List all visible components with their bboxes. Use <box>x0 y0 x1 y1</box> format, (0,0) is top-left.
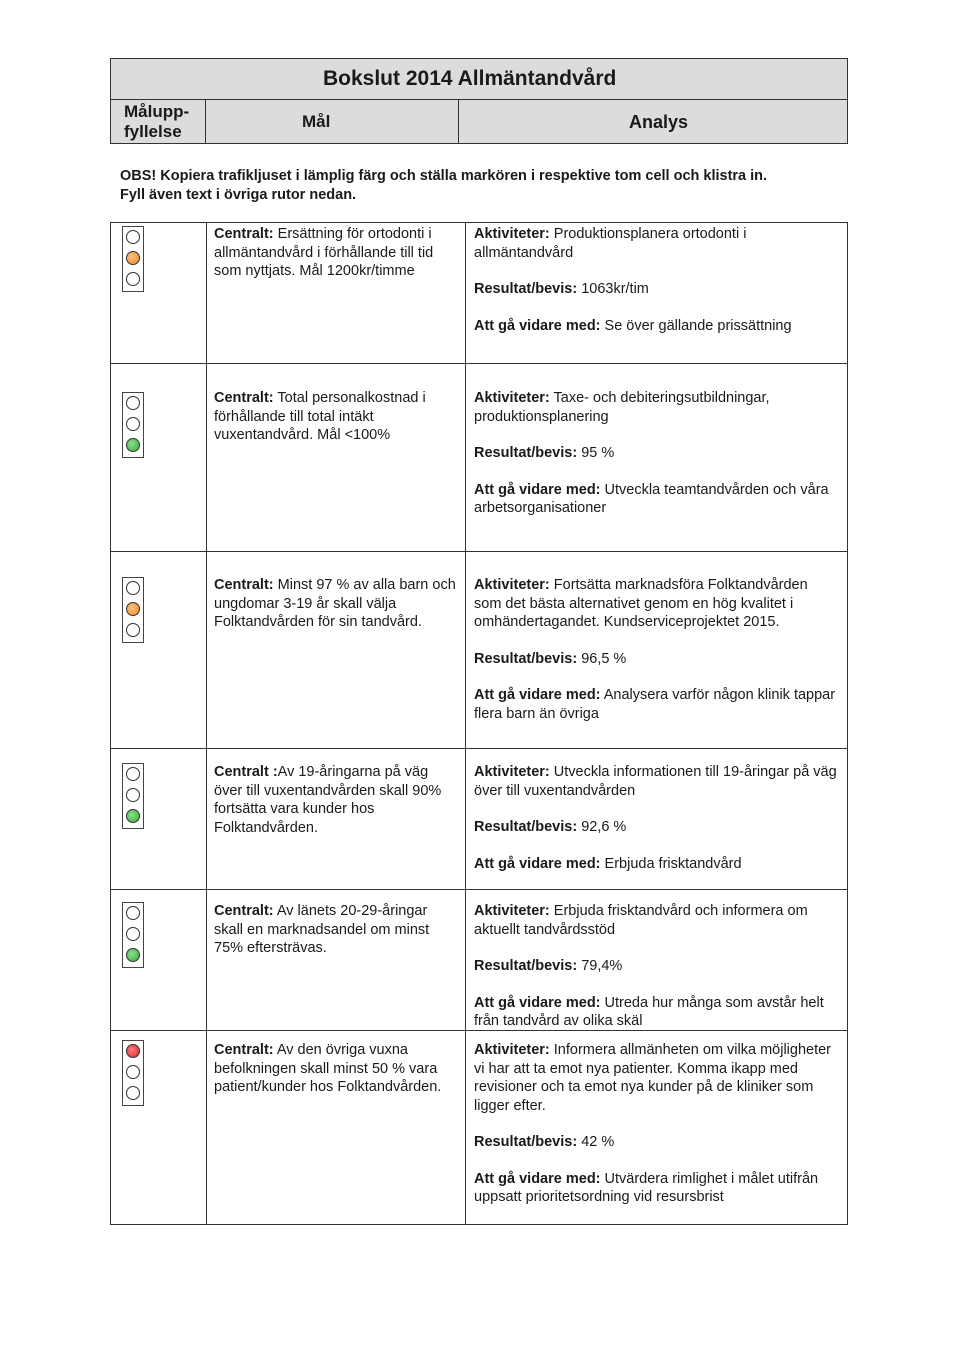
vidare-label: Att gå vidare med: <box>474 481 601 498</box>
aktiviteter-label: Aktiviteter: <box>474 1042 550 1058</box>
analysis-cell <box>474 389 838 518</box>
row-divider <box>111 748 847 749</box>
goal-label: Centralt: <box>214 1042 274 1058</box>
aktiviteter-label: Aktiviteter: <box>474 903 550 919</box>
vidare-value: Analysera varför någon klinik tappar flera barn än övriga <box>474 687 836 722</box>
traffic-light-icon[interactable] <box>122 226 144 292</box>
goal-value: Ersättning för ortodonti i allmäntandvård i förhållande till tid som nyttjats. Mål 1200kr/timme <box>214 226 434 279</box>
column-divider <box>206 223 207 1224</box>
analysis-cell <box>474 763 838 873</box>
light-middle <box>126 788 140 802</box>
goal-label: Centralt : <box>214 764 278 780</box>
light-top <box>126 767 140 781</box>
light-top-red <box>126 1044 140 1058</box>
vidare-label: Att gå vidare med: <box>474 1170 601 1187</box>
instruction-notice <box>120 167 840 205</box>
goal-value: Av den övriga vuxna befolkningen skall minst 50 % vara patient/kunder hos Folktandvården. <box>214 1042 442 1095</box>
light-bottom <box>126 272 140 286</box>
resultat-value: 79,4% <box>581 958 623 974</box>
goal-label: Centralt: <box>214 226 274 242</box>
aktiviteter-label: Aktiviteter: <box>474 764 550 780</box>
traffic-light-icon[interactable] <box>122 763 144 829</box>
vidare-value: Se över gällande prissättning <box>604 317 792 334</box>
header-col-mal <box>206 100 459 143</box>
goal-label: Centralt: <box>214 903 274 919</box>
goal-label: Centralt: <box>214 577 274 593</box>
resultat-label: Resultat/bevis: <box>474 1134 578 1150</box>
row-divider <box>111 363 847 364</box>
header-maluppfyllelse-line1: Målupp- <box>124 102 190 121</box>
vidare-value: Utvärdera rimlighet i målet utifrån uppsatt prioritetsordning vid resursbrist <box>474 1170 819 1205</box>
aktiviteter-value: Taxe- och debiteringsutbildningar, produktionsplanering <box>474 390 770 425</box>
goal-label: Centralt: <box>214 390 274 406</box>
vidare-value: Utveckla teamtandvården och våra arbetsorganisationer <box>474 481 829 516</box>
light-bottom-green <box>126 438 140 452</box>
goal-text <box>214 576 459 632</box>
vidare-label: Att gå vidare med: <box>474 317 601 334</box>
goal-text <box>214 902 459 958</box>
header-col-maluppfyllelse <box>111 100 206 143</box>
resultat-value: 95 % <box>581 445 615 461</box>
resultat-value: 1063kr/tim <box>581 281 649 297</box>
analysis-cell <box>474 225 838 335</box>
header-analys-label: Analys <box>629 112 689 132</box>
goal-value: Total personalkostnad i förhållande till total intäkt vuxentandvård. Mål <100% <box>214 390 426 443</box>
goal-value: Minst 97 % av alla barn och ungdomar 3-19 år skall välja Folktandvården för sin tandvård. <box>214 577 456 630</box>
light-middle <box>126 417 140 431</box>
aktiviteter-label: Aktiviteter: <box>474 390 550 406</box>
notice-line-1: OBS! Kopiera trafikljuset i lämplig färg och ställa markören i respektive tom cell och klistra in. <box>120 168 768 184</box>
document-title: Bokslut 2014 Allmäntandvård <box>323 67 617 90</box>
traffic-light-icon[interactable] <box>122 392 144 458</box>
light-bottom-green <box>126 809 140 823</box>
aktiviteter-value: Produktionsplanera ortodonti i allmäntandvård <box>474 226 747 261</box>
aktiviteter-label: Aktiviteter: <box>474 226 550 242</box>
row-divider <box>111 889 847 890</box>
aktiviteter-value: Utveckla informationen till 19-åringar på väg över till vuxentandvården <box>474 764 837 799</box>
vidare-label: Att gå vidare med: <box>474 994 601 1011</box>
light-middle <box>126 1065 140 1079</box>
goal-text <box>214 225 459 281</box>
aktiviteter-value: Informera allmänheten om vilka möjligheter vi har att ta emot nya patienter. Komma ikapp med revisioner och ta emot nya kunder på de kliniker som ligger efter. <box>474 1042 832 1114</box>
vidare-label: Att gå vidare med: <box>474 687 601 703</box>
light-middle <box>126 927 140 941</box>
vidare-label: Att gå vidare med: <box>474 855 601 872</box>
traffic-light-icon[interactable] <box>122 577 144 643</box>
goal-text <box>214 389 459 445</box>
traffic-light-icon[interactable] <box>122 1040 144 1106</box>
light-bottom <box>126 1086 140 1100</box>
goal-text <box>214 763 459 837</box>
light-middle-orange <box>126 251 140 265</box>
resultat-label: Resultat/bevis: <box>474 650 578 667</box>
light-top <box>126 230 140 244</box>
analysis-cell <box>474 576 838 723</box>
header-mal-label: Mål <box>302 112 331 131</box>
vidare-value: Utreda hur många som avstår helt från tandvård av olika skäl <box>474 994 824 1029</box>
traffic-light-icon[interactable] <box>122 902 144 968</box>
light-top <box>126 396 140 410</box>
resultat-value: 42 % <box>581 1134 615 1150</box>
analysis-cell <box>474 1041 838 1207</box>
aktiviteter-value: Erbjuda frisktandvård och informera om aktuellt tandvårdsstöd <box>474 903 808 938</box>
light-bottom <box>126 623 140 637</box>
resultat-label: Resultat/bevis: <box>474 281 578 297</box>
goal-value: Av länets 20-29-åringar skall en marknadsandel om minst 75% eftersträvas. <box>214 903 430 956</box>
header-columns <box>111 99 847 143</box>
light-bottom-green <box>126 948 140 962</box>
resultat-label: Resultat/bevis: <box>474 819 578 835</box>
light-middle-orange <box>126 602 140 616</box>
light-top <box>126 906 140 920</box>
vidare-value: Erbjuda frisktandvård <box>604 855 742 872</box>
goal-value: Av 19-åringarna på väg över till vuxentandvården skall 90% fortsätta vara kunder hos Folktandvården. <box>214 764 442 836</box>
header-table <box>110 58 848 144</box>
notice-line-2: Fyll även text i övriga rutor nedan. <box>120 187 357 203</box>
resultat-label: Resultat/bevis: <box>474 958 578 974</box>
row-divider <box>111 551 847 552</box>
aktiviteter-label: Aktiviteter: <box>474 577 550 593</box>
analysis-cell <box>474 902 838 1031</box>
resultat-value: 96,5 % <box>581 650 627 667</box>
light-top <box>126 581 140 595</box>
goal-text <box>214 1041 459 1097</box>
column-divider <box>465 223 466 1224</box>
resultat-label: Resultat/bevis: <box>474 445 578 461</box>
resultat-value: 92,6 % <box>581 819 627 835</box>
header-col-analys <box>459 100 847 143</box>
aktiviteter-value: Fortsätta marknadsföra Folktandvården som det bästa alternativet genom en hög kvalitet i omhändertagandet. Kundserviceprojektet 2015. <box>474 577 808 630</box>
header-maluppfyllelse-line2: fyllelse <box>124 122 182 141</box>
